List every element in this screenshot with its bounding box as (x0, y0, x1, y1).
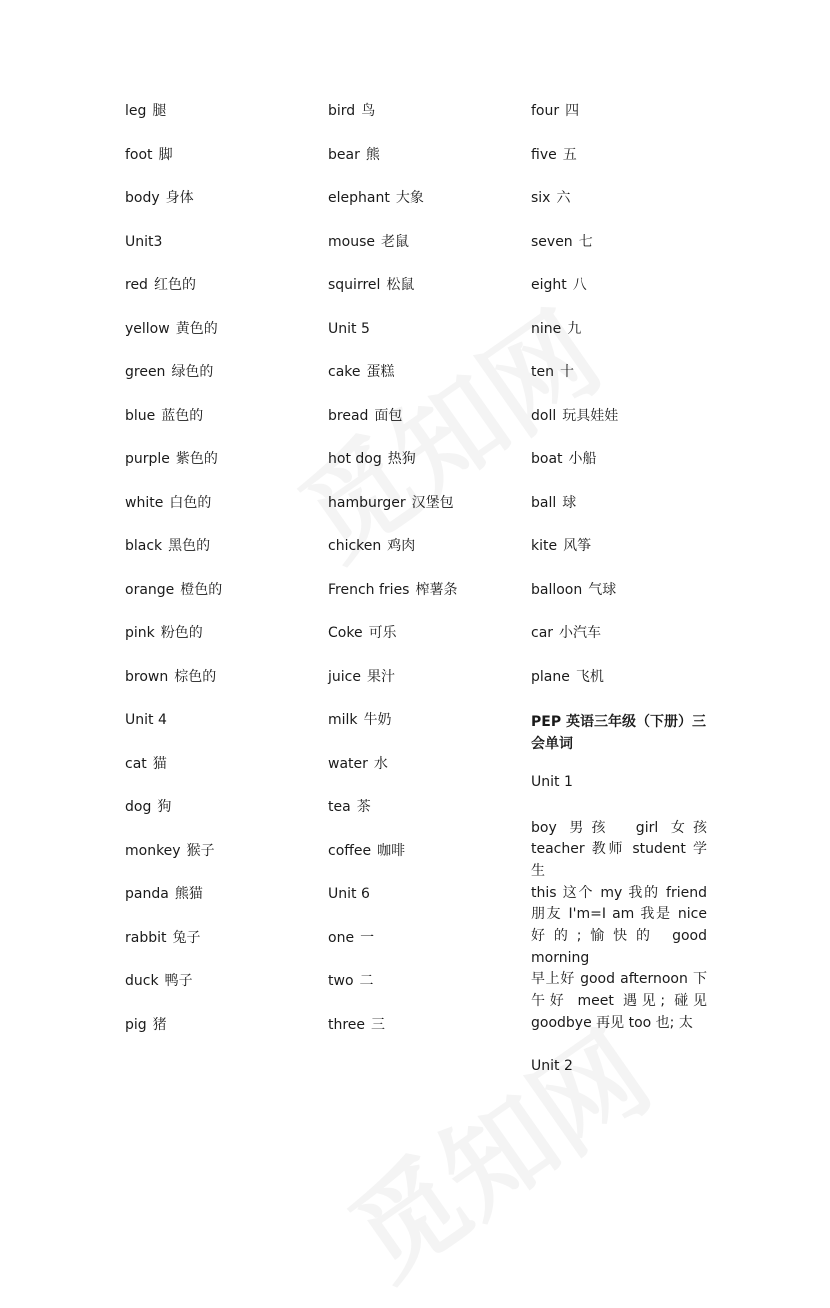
vocab-entry (125, 968, 305, 1012)
chinese-meaning: 鸭子 (164, 973, 193, 989)
chinese-meaning: 五 (562, 146, 577, 163)
vocab-entry (328, 968, 508, 1012)
english-word: French fries (328, 581, 410, 598)
chinese-meaning: 球 (562, 494, 577, 511)
vocab-entry (328, 359, 508, 403)
english-word: coffee (328, 842, 372, 859)
english-word: four (531, 103, 560, 119)
vocab-entry (125, 446, 305, 490)
vocab-entry (125, 1012, 305, 1056)
vocab-entry (531, 316, 707, 360)
chinese-meaning: 黑色的 (168, 538, 211, 554)
english-word: leg (125, 103, 147, 119)
english-word: kite (531, 538, 558, 554)
english-word: orange (125, 581, 175, 598)
chinese-meaning: 水 (373, 755, 388, 772)
chinese-meaning: 兔子 (172, 929, 201, 946)
vocab-entry (328, 881, 508, 925)
chinese-meaning: 果汁 (366, 668, 395, 685)
english-word: car (531, 625, 554, 641)
vocab-entry (328, 229, 508, 273)
vocab-entry (328, 707, 508, 751)
chinese-meaning: 气球 (588, 581, 617, 598)
chinese-meaning: 黄色的 (175, 320, 218, 337)
chinese-meaning: 腿 (152, 103, 167, 119)
english-word: tea (328, 799, 351, 815)
chinese-meaning: 熊 (365, 146, 380, 163)
english-word: Coke (328, 625, 363, 641)
english-word: rabbit (125, 929, 167, 946)
vocab-entry (125, 794, 305, 838)
vocab-entry (328, 533, 508, 577)
english-word: red (125, 277, 148, 293)
english-word: mouse (328, 233, 375, 250)
chinese-meaning: 猪 (152, 1016, 167, 1033)
chinese-meaning: 紫色的 (175, 451, 218, 467)
vocab-entry (125, 272, 305, 316)
english-word: bread (328, 407, 369, 424)
vocab-entry (125, 751, 305, 795)
english-word: black (125, 538, 163, 554)
english-word: body (125, 190, 160, 206)
vocab-entry (531, 446, 707, 490)
english-word: ten (531, 364, 554, 380)
chinese-meaning: 八 (572, 277, 587, 293)
english-word: Unit 5 (328, 320, 370, 337)
vocab-entry (531, 359, 707, 403)
vocab-entry (328, 620, 508, 664)
english-word: water (328, 755, 368, 772)
vocab-line: 好的;愉快的 good morning (531, 928, 707, 966)
vocab-entry (328, 751, 508, 795)
vocab-entry (328, 925, 508, 969)
chinese-meaning: 汉堡包 (411, 494, 454, 511)
unit2-label: Unit 2 (531, 1057, 573, 1074)
english-word: duck (125, 973, 159, 989)
chinese-meaning: 绿色的 (171, 364, 214, 380)
vocab-line: 早上好 good afternoon 下 (531, 971, 707, 988)
vocab-entry (531, 185, 707, 229)
vocab-entry (328, 838, 508, 882)
vocab-entry (125, 577, 305, 621)
vocab-entry (125, 707, 305, 751)
english-word: white (125, 494, 164, 511)
english-word: Unit 4 (125, 712, 167, 728)
vocab-entry (125, 620, 305, 664)
chinese-meaning: 小船 (568, 451, 597, 467)
vocab-entry (531, 577, 707, 621)
vocab-entry (531, 98, 707, 142)
vocab-line: teacher 教师 student 学生 (531, 841, 707, 879)
vocab-line: goodbye 再见 too 也; 太 (531, 1014, 693, 1031)
english-word: nine (531, 320, 562, 337)
english-word: monkey (125, 842, 181, 859)
vocab-line: boy 男孩 girl 女孩 (531, 819, 707, 836)
chinese-meaning: 热狗 (387, 451, 416, 467)
chinese-meaning: 七 (578, 233, 593, 250)
chinese-meaning: 小汽车 (559, 625, 602, 641)
chinese-meaning: 松鼠 (386, 277, 415, 293)
chinese-meaning: 红色的 (153, 277, 196, 293)
vocab-entry (328, 664, 508, 708)
english-word: bear (328, 146, 360, 163)
english-word: juice (328, 668, 361, 685)
vocab-entry (328, 490, 508, 534)
english-word: milk (328, 712, 358, 728)
vocab-entry (125, 98, 305, 142)
vocab-entry (328, 98, 508, 142)
chinese-meaning: 老鼠 (380, 233, 409, 250)
vocab-entry (328, 577, 508, 621)
unit1-vocab-paragraph (531, 818, 707, 1035)
vocab-entry (125, 533, 305, 577)
vocab-entry (125, 664, 305, 708)
english-word: foot (125, 146, 153, 163)
english-word: squirrel (328, 277, 381, 293)
vocab-entry (328, 316, 508, 360)
vocab-entry (125, 490, 305, 534)
vocab-line: 午好 meet 遇见; 碰见 (531, 993, 707, 1010)
english-word: yellow (125, 320, 170, 337)
vocab-entry (125, 142, 305, 186)
vocab-column-1 (125, 98, 305, 1055)
chinese-meaning: 咖啡 (377, 842, 406, 859)
vocab-entry (328, 142, 508, 186)
english-word: five (531, 146, 557, 163)
chinese-meaning: 一 (360, 929, 375, 946)
english-word: one (328, 929, 355, 946)
vocab-entry (125, 881, 305, 925)
english-word: cake (328, 364, 361, 380)
english-word: green (125, 364, 166, 380)
vocab-entry (125, 403, 305, 447)
vocab-entry (531, 403, 707, 447)
english-word: brown (125, 668, 169, 685)
chinese-meaning: 茶 (356, 799, 371, 815)
vocab-entry (328, 1012, 508, 1056)
chinese-meaning: 猫 (152, 755, 167, 772)
vocab-line: this 这个 my 我的 friend (531, 884, 707, 901)
vocab-list (531, 98, 707, 707)
chinese-meaning: 三 (371, 1016, 386, 1033)
english-word: boat (531, 451, 563, 467)
chinese-meaning: 橙色的 (180, 581, 223, 598)
chinese-meaning: 鸟 (361, 103, 376, 119)
chinese-meaning: 榨薯条 (415, 581, 458, 598)
vocab-entry (531, 229, 707, 273)
chinese-meaning: 猴子 (186, 842, 215, 859)
chinese-meaning: 白色的 (169, 494, 212, 511)
vocab-line: 朋友 I'm=I am 我是 nice (531, 906, 707, 923)
english-word: two (328, 973, 354, 989)
chinese-meaning: 蓝色的 (161, 407, 204, 424)
english-word: doll (531, 407, 557, 424)
english-word: blue (125, 407, 156, 424)
chinese-meaning: 脚 (158, 146, 173, 163)
chinese-meaning: 风筝 (563, 538, 592, 554)
english-word: eight (531, 277, 567, 293)
vocab-entry (125, 185, 305, 229)
english-word: ball (531, 494, 557, 511)
chinese-meaning: 十 (559, 364, 574, 380)
english-word: hamburger (328, 494, 406, 511)
chinese-meaning: 玩具娃娃 (562, 407, 619, 424)
chinese-meaning: 大象 (395, 190, 424, 206)
chinese-meaning: 鸡肉 (387, 538, 416, 554)
english-word: Unit3 (125, 233, 163, 250)
english-word: elephant (328, 190, 390, 206)
section-heading: PEP 英语三年级（下册）三会单词 (531, 714, 706, 752)
chinese-meaning: 飞机 (575, 668, 604, 685)
english-word: three (328, 1016, 366, 1033)
english-word: bird (328, 103, 356, 119)
vocab-entry (125, 359, 305, 403)
vocab-entry (328, 446, 508, 490)
english-word: Unit 6 (328, 886, 370, 902)
chinese-meaning: 六 (556, 190, 571, 206)
english-word: plane (531, 668, 570, 685)
vocab-entry (328, 185, 508, 229)
vocab-entry (125, 925, 305, 969)
english-word: purple (125, 451, 170, 467)
chinese-meaning: 狗 (157, 799, 172, 815)
chinese-meaning: 牛奶 (363, 712, 392, 728)
vocab-entry (125, 838, 305, 882)
vocab-entry (531, 664, 707, 708)
vocab-column-2 (328, 98, 508, 1055)
vocab-entry (531, 620, 707, 664)
vocab-entry (531, 533, 707, 577)
vocab-entry (125, 316, 305, 360)
vocab-entry (328, 403, 508, 447)
unit1-label: Unit 1 (531, 774, 573, 790)
chinese-meaning: 粉色的 (160, 625, 203, 641)
chinese-meaning: 身体 (165, 190, 194, 206)
english-word: balloon (531, 581, 583, 598)
english-word: six (531, 190, 551, 206)
english-word: cat (125, 755, 147, 772)
vocab-entry (531, 142, 707, 186)
vocab-entry (328, 794, 508, 838)
english-word: pig (125, 1016, 147, 1033)
chinese-meaning: 可乐 (368, 625, 397, 641)
chinese-meaning: 蛋糕 (366, 364, 395, 380)
chinese-meaning: 九 (567, 320, 582, 337)
chinese-meaning: 熊猫 (174, 886, 203, 902)
english-word: seven (531, 233, 573, 250)
vocab-column-3 (531, 98, 707, 1080)
english-word: panda (125, 886, 169, 902)
chinese-meaning: 棕色的 (174, 668, 217, 685)
english-word: hot dog (328, 451, 382, 467)
chinese-meaning: 四 (565, 103, 580, 119)
vocab-entry (531, 490, 707, 534)
chinese-meaning: 二 (359, 973, 374, 989)
vocab-entry (328, 272, 508, 316)
english-word: chicken (328, 538, 382, 554)
english-word: pink (125, 625, 155, 641)
vocab-entry (531, 272, 707, 316)
english-word: dog (125, 799, 152, 815)
vocab-entry (125, 229, 305, 273)
chinese-meaning: 面包 (374, 407, 403, 424)
